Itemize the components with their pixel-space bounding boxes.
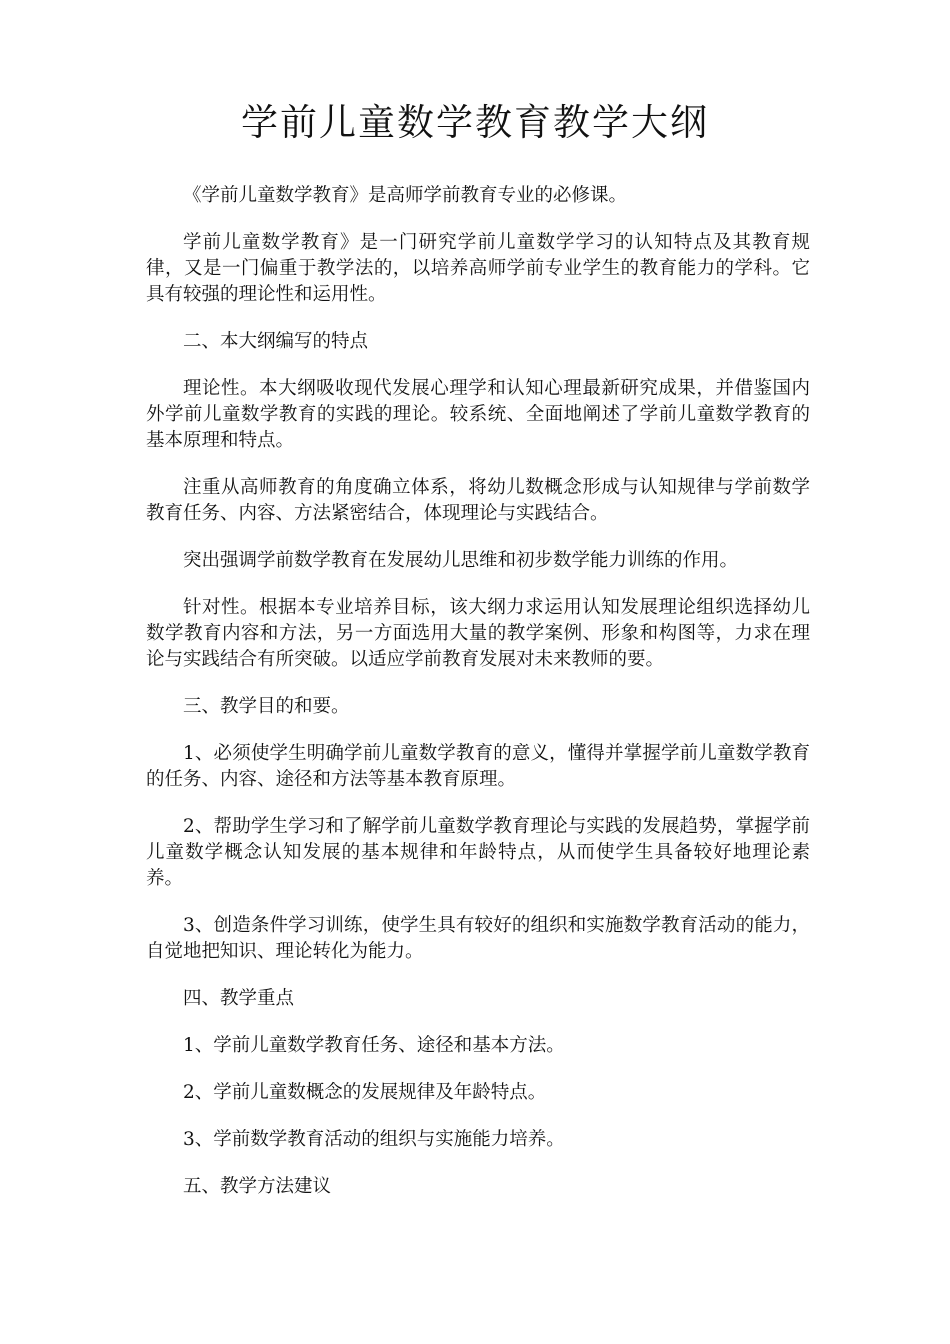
list-item: 1、必须使学生明确学前儿童数学教育的意义，懂得并掌握学前儿童数学教育的任务、内容、途径和方法等基本教育原理。	[146, 743, 810, 790]
list-item: 3、学前数学教育活动的组织与实施能力培养。	[183, 1129, 565, 1150]
list-item: 2、帮助学生学习和了解学前儿童数学教育理论与实践的发展趋势，掌握学前儿童数学概念认知发展的基本规律和年龄特点，从而使学生具备较好地理论素养。	[146, 816, 810, 889]
document-title: 学前儿童数学教育教学大纲	[241, 101, 709, 144]
list-item: 1、学前儿童数学教育任务、途径和基本方法。	[183, 1035, 565, 1056]
body-paragraph: 理论性。本大纲吸收现代发展心理学和认知心理最新研究成果，并借鉴国内外学前儿童数学教育的实践的理论。较系统、全面地阐述了学前儿童数学教育的基本原理和特点。	[146, 378, 810, 451]
body-paragraph: 注重从高师教育的角度确立体系，将幼儿数概念形成与认知规律与学前数学教育任务、内容、方法紧密结合，体现理论与实践结合。	[146, 477, 810, 524]
section-heading: 四、教学重点	[183, 988, 295, 1009]
body-paragraph: 突出强调学前数学教育在发展幼儿思维和初步数学能力训练的作用。	[183, 550, 739, 571]
section-heading: 五、教学方法建议	[183, 1176, 332, 1197]
course-description-paragraph: 学前儿童数学教育》是一门研究学前儿童数学学习的认知特点及其教育规律，又是一门偏重于教学法的，以培养高师学前专业学生的教育能力的学科。它具有较强的理论性和运用性。	[146, 232, 810, 305]
document-body	[146, 183, 810, 1221]
section-heading: 二、本大纲编写的特点	[183, 331, 369, 352]
section-heading: 三、教学目的和要。	[183, 696, 350, 717]
intro-paragraph: 《学前儿童数学教育》是高师学前教育专业的必修课。	[183, 185, 628, 206]
list-item: 2、学前儿童数概念的发展规律及年龄特点。	[183, 1082, 547, 1103]
body-paragraph: 针对性。根据本专业培养目标，该大纲力求运用认知发展理论组织选择幼儿数学教育内容和方法，另一方面选用大量的教学案例、形象和构图等，力求在理论与实践结合有所突破。以适应学前教育发展对未来教师的要。	[146, 597, 810, 670]
list-item: 3、创造条件学习训练，使学生具有较好的组织和实施数学教育活动的能力，自觉地把知识、理论转化为能力。	[146, 915, 810, 962]
